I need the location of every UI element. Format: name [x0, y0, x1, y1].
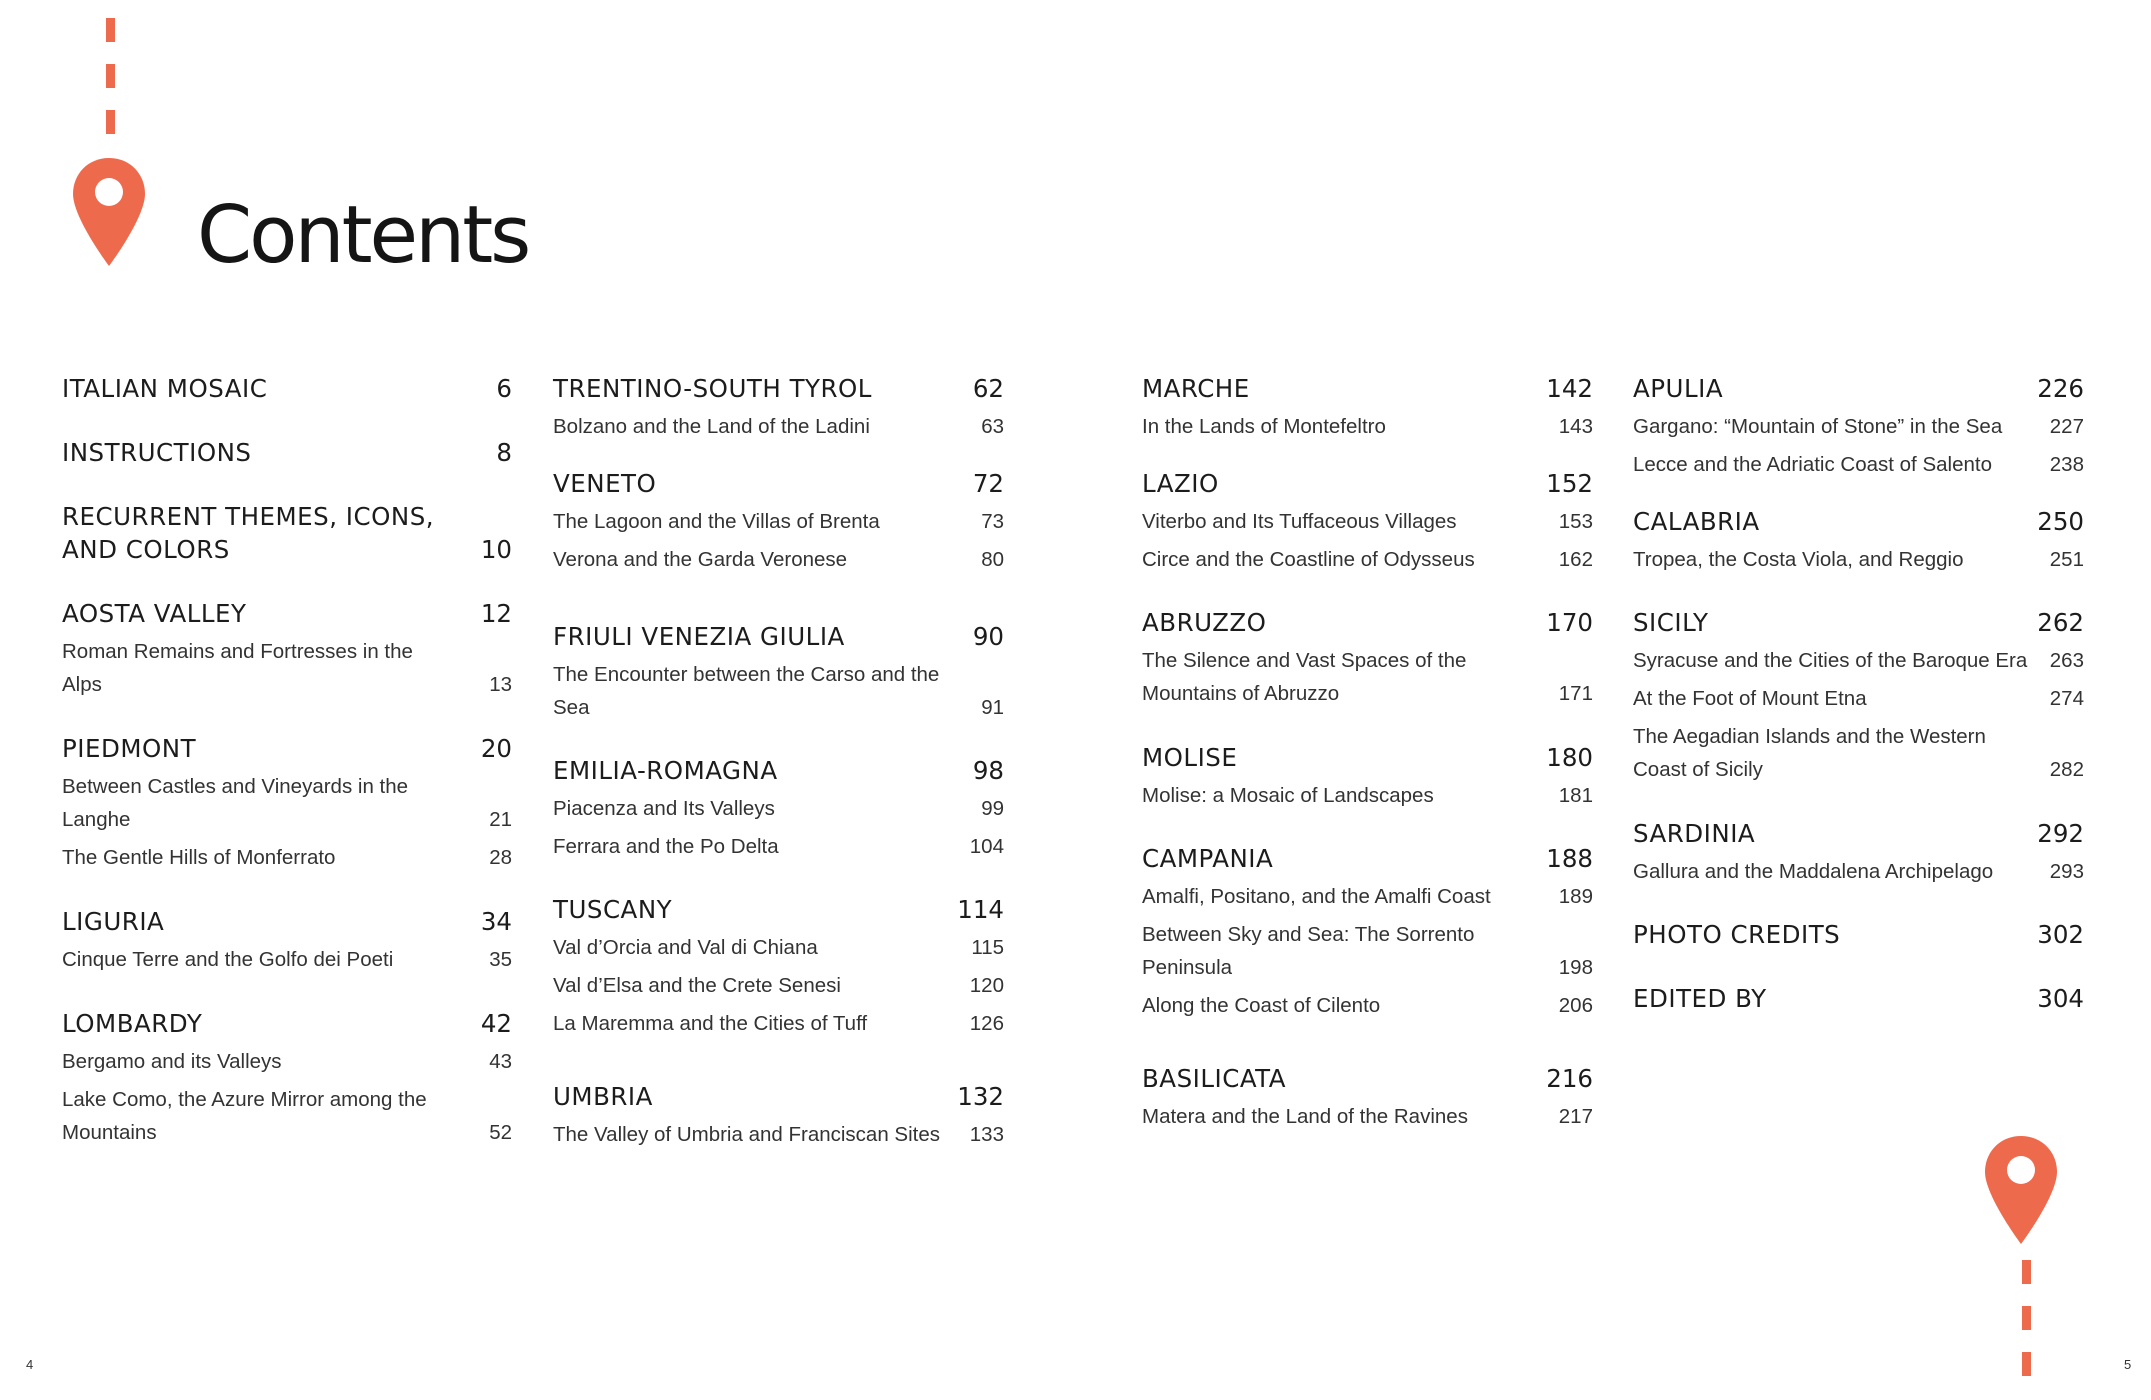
- section-page-number: 250: [2037, 507, 2084, 536]
- toc-section-heading[interactable]: [1633, 982, 2084, 1015]
- entry-title: Between Sky and Sea: The Sorrento Peninsula: [1142, 923, 1475, 979]
- toc-entry[interactable]: [62, 770, 512, 836]
- entry-title: Bolzano and the Land of the Ladini: [553, 415, 870, 438]
- entry-title: Molise: a Mosaic of Landscapes: [1142, 784, 1434, 807]
- toc-section: [1142, 372, 1593, 443]
- entry-title: At the Foot of Mount Etna: [1633, 687, 1867, 710]
- section-title: RECURRENT THEMES, ICONS, AND COLORS: [62, 502, 435, 564]
- toc-entry[interactable]: [1142, 644, 1593, 710]
- section-page-number: 34: [480, 907, 512, 936]
- entry-title: Along the Coast of Cilento: [1142, 994, 1381, 1017]
- entry-page-number: 115: [971, 936, 1004, 959]
- toc-section-heading[interactable]: [62, 1007, 512, 1040]
- toc-section-heading[interactable]: [62, 597, 512, 630]
- entry-title: Between Castles and Vineyards in the Langhe: [62, 775, 409, 831]
- toc-section: [1633, 918, 2084, 951]
- map-pin-icon: [1983, 1134, 2059, 1246]
- toc-entry[interactable]: [1142, 880, 1593, 913]
- entry-page-number: 99: [981, 797, 1004, 820]
- toc-column: [1142, 372, 1593, 1133]
- entry-title: Val d’Orcia and Val di Chiana: [553, 936, 818, 959]
- toc-entry[interactable]: [62, 943, 512, 976]
- toc-section: [1633, 817, 2084, 888]
- section-page-number: 12: [480, 599, 512, 628]
- section-page-number: 62: [972, 374, 1004, 403]
- entry-page-number: 198: [1558, 956, 1593, 979]
- entry-page-number: 13: [489, 673, 512, 696]
- toc-entry[interactable]: [553, 830, 1004, 863]
- section-page-number: 6: [496, 374, 512, 403]
- section-page-number: 292: [2037, 819, 2084, 848]
- entry-page-number: 251: [2049, 548, 2084, 571]
- toc-section-heading[interactable]: [62, 905, 512, 938]
- toc-entry[interactable]: [62, 635, 512, 701]
- toc-entry[interactable]: [1633, 855, 2084, 888]
- toc-section: [1142, 606, 1593, 710]
- section-page-number: 226: [2037, 374, 2084, 403]
- toc-entry[interactable]: [1142, 1100, 1593, 1133]
- toc-section: [62, 597, 512, 701]
- toc-section-heading[interactable]: [1633, 817, 2084, 850]
- entry-title: The Valley of Umbria and Franciscan Sites: [553, 1123, 941, 1146]
- toc-entry[interactable]: [1142, 779, 1593, 812]
- entry-page-number: 263: [2049, 649, 2084, 672]
- entry-page-number: 80: [981, 548, 1004, 571]
- toc-section-heading[interactable]: [1142, 372, 1593, 405]
- section-title: AOSTA VALLEY: [62, 599, 247, 628]
- section-title: EMILIA-ROMAGNA: [553, 756, 778, 785]
- toc-entry[interactable]: [553, 969, 1004, 1002]
- toc-section: [553, 467, 1004, 576]
- toc-section-heading[interactable]: [62, 372, 512, 405]
- section-title: UMBRIA: [553, 1082, 653, 1111]
- toc-section: [1142, 741, 1593, 812]
- section-title: TRENTINO-SOUTH TYROL: [553, 374, 872, 403]
- toc-entry[interactable]: [1633, 682, 2084, 715]
- entry-page-number: 63: [981, 415, 1004, 438]
- section-title: INSTRUCTIONS: [62, 438, 252, 467]
- toc-entry[interactable]: [1633, 720, 2084, 786]
- toc-section-heading[interactable]: [553, 467, 1004, 500]
- toc-section-heading[interactable]: [1633, 372, 2084, 405]
- entry-page-number: 43: [489, 1050, 512, 1073]
- dashed-route-icon: [106, 0, 115, 140]
- entry-page-number: 104: [969, 835, 1004, 858]
- section-title: CAMPANIA: [1142, 844, 1274, 873]
- toc-section: [62, 436, 512, 469]
- toc-section: [62, 905, 512, 976]
- toc-section: [553, 754, 1004, 863]
- entry-page-number: 162: [1558, 548, 1593, 571]
- entry-page-number: 238: [2049, 453, 2084, 476]
- toc-section: [553, 372, 1004, 443]
- section-page-number: 304: [2037, 984, 2084, 1013]
- section-page-number: 42: [480, 1009, 512, 1038]
- toc-entry[interactable]: [1142, 543, 1593, 576]
- toc-entry[interactable]: [553, 410, 1004, 443]
- toc-entry[interactable]: [1633, 644, 2084, 677]
- entry-page-number: 181: [1558, 784, 1593, 807]
- toc-section-heading[interactable]: [1142, 606, 1593, 639]
- entry-page-number: 274: [2049, 687, 2084, 710]
- toc-section-heading[interactable]: [1633, 918, 2084, 951]
- page-number-right: 5: [2124, 1357, 2132, 1372]
- section-title: LAZIO: [1142, 469, 1219, 498]
- entry-title: The Encounter between the Carso and the Sea: [553, 663, 940, 719]
- map-pin-icon: [71, 156, 147, 268]
- entry-title: Gallura and the Maddalena Archipelago: [1633, 860, 1994, 883]
- entry-page-number: 120: [969, 974, 1004, 997]
- section-title: TUSCANY: [553, 895, 673, 924]
- entry-title: Bergamo and its Valleys: [62, 1050, 282, 1073]
- entry-page-number: 52: [489, 1121, 512, 1144]
- toc-section: [1142, 842, 1593, 1022]
- entry-page-number: 91: [981, 696, 1004, 719]
- section-title: LIGURIA: [62, 907, 165, 936]
- section-page-number: 170: [1546, 608, 1593, 637]
- toc-section-heading[interactable]: [553, 372, 1004, 405]
- section-page-number: 142: [1546, 374, 1593, 403]
- toc-entry[interactable]: [1142, 989, 1593, 1022]
- toc-section: [1142, 467, 1593, 576]
- toc-section: [62, 500, 512, 566]
- toc-section-heading[interactable]: [1633, 606, 2084, 639]
- section-page-number: 10: [480, 535, 512, 564]
- entry-page-number: 282: [2049, 758, 2084, 781]
- toc-entry[interactable]: [1633, 543, 2084, 576]
- entry-title: Roman Remains and Fortresses in the Alps: [62, 640, 413, 696]
- toc-section-heading[interactable]: [62, 500, 512, 566]
- toc-section: [1633, 606, 2084, 786]
- toc-entry[interactable]: [1633, 410, 2084, 443]
- toc-section: [62, 732, 512, 874]
- toc-entry[interactable]: [1142, 410, 1593, 443]
- toc-section-heading[interactable]: [553, 1080, 1004, 1113]
- toc-entry[interactable]: [1142, 505, 1593, 538]
- entry-title: Matera and the Land of the Ravines: [1142, 1105, 1468, 1128]
- toc-section-heading[interactable]: [553, 893, 1004, 926]
- entry-title: Tropea, the Costa Viola, and Reggio: [1633, 548, 1964, 571]
- section-page-number: 8: [496, 438, 512, 467]
- toc-column: [553, 372, 1004, 1151]
- section-title: ITALIAN MOSAIC: [62, 374, 268, 403]
- toc-section: [1142, 1062, 1593, 1133]
- section-page-number: 90: [972, 622, 1004, 651]
- toc-section-heading[interactable]: [1633, 505, 2084, 538]
- toc-entry[interactable]: [553, 792, 1004, 825]
- entry-page-number: 28: [489, 846, 512, 869]
- section-title: EDITED BY: [1633, 984, 1767, 1013]
- section-title: SICILY: [1633, 608, 1709, 637]
- entry-page-number: 227: [2049, 415, 2084, 438]
- entry-title: The Gentle Hills of Monferrato: [62, 846, 336, 869]
- toc-section: [1633, 372, 2084, 481]
- section-title: CALABRIA: [1633, 507, 1760, 536]
- section-title: APULIA: [1633, 374, 1724, 403]
- toc-section: [1633, 982, 2084, 1015]
- toc-section: [553, 620, 1004, 724]
- toc-section: [553, 893, 1004, 1040]
- entry-title: Amalfi, Positano, and the Amalfi Coast: [1142, 885, 1491, 908]
- section-title: SARDINIA: [1633, 819, 1756, 848]
- section-page-number: 152: [1546, 469, 1593, 498]
- entry-title: Piacenza and Its Valleys: [553, 797, 775, 820]
- toc-entry[interactable]: [1142, 918, 1593, 984]
- toc-column: [1633, 372, 2084, 1015]
- entry-title: In the Lands of Montefeltro: [1142, 415, 1386, 438]
- toc-entry[interactable]: [553, 543, 1004, 576]
- toc-section: [1633, 505, 2084, 576]
- entry-title: Circe and the Coastline of Odysseus: [1142, 548, 1475, 571]
- section-title: PHOTO CREDITS: [1633, 920, 1841, 949]
- toc-column: [62, 372, 512, 1149]
- entry-page-number: 21: [489, 808, 512, 831]
- entry-title: La Maremma and the Cities of Tuff: [553, 1012, 868, 1035]
- section-title: ABRUZZO: [1142, 608, 1267, 637]
- page-title: Contents: [197, 189, 529, 281]
- section-page-number: 20: [480, 734, 512, 763]
- toc-entry[interactable]: [62, 1083, 512, 1149]
- entry-title: Lecce and the Adriatic Coast of Salento: [1633, 453, 1992, 476]
- entry-title: Viterbo and Its Tuffaceous Villages: [1142, 510, 1457, 533]
- entry-title: Verona and the Garda Veronese: [553, 548, 848, 571]
- toc-section-heading[interactable]: [553, 754, 1004, 787]
- section-page-number: 180: [1546, 743, 1593, 772]
- toc-section-heading[interactable]: [553, 620, 1004, 653]
- toc-section-heading[interactable]: [62, 436, 512, 469]
- toc-entry[interactable]: [62, 841, 512, 874]
- entry-page-number: 171: [1558, 682, 1593, 705]
- toc-section-heading[interactable]: [62, 732, 512, 765]
- entry-page-number: 217: [1558, 1105, 1593, 1128]
- entry-title: The Silence and Vast Spaces of the Mountains of Abruzzo: [1142, 649, 1467, 705]
- toc-entry[interactable]: [1633, 448, 2084, 481]
- entry-page-number: 206: [1558, 994, 1593, 1017]
- toc-entry[interactable]: [62, 1045, 512, 1078]
- entry-page-number: 189: [1558, 885, 1593, 908]
- section-title: BASILICATA: [1142, 1064, 1287, 1093]
- entry-page-number: 133: [969, 1123, 1004, 1146]
- section-title: FRIULI VENEZIA GIULIA: [553, 622, 845, 651]
- section-page-number: 188: [1546, 844, 1593, 873]
- toc-section-heading[interactable]: [1142, 741, 1593, 774]
- toc-entry[interactable]: [553, 931, 1004, 964]
- entry-title: Ferrara and the Po Delta: [553, 835, 779, 858]
- dashed-route-icon: [2022, 1260, 2031, 1400]
- section-page-number: 72: [972, 469, 1004, 498]
- section-page-number: 98: [972, 756, 1004, 785]
- entry-title: The Aegadian Islands and the Western Coast of Sicily: [1633, 725, 1986, 781]
- section-page-number: 302: [2037, 920, 2084, 949]
- entry-page-number: 293: [2049, 860, 2084, 883]
- toc-section-heading[interactable]: [1142, 1062, 1593, 1095]
- section-title: PIEDMONT: [62, 734, 197, 763]
- entry-title: Gargano: “Mountain of Stone” in the Sea: [1633, 415, 2003, 438]
- toc-entry[interactable]: [553, 1118, 1004, 1151]
- entry-title: Syracuse and the Cities of the Baroque Era: [1633, 649, 2028, 672]
- entry-page-number: 143: [1558, 415, 1593, 438]
- entry-page-number: 35: [489, 948, 512, 971]
- toc-section-heading[interactable]: [1142, 467, 1593, 500]
- toc-entry[interactable]: [553, 505, 1004, 538]
- toc-section: [62, 1007, 512, 1149]
- entry-page-number: 73: [981, 510, 1004, 533]
- toc-section: [62, 372, 512, 405]
- section-title: MOLISE: [1142, 743, 1238, 772]
- entry-page-number: 153: [1558, 510, 1593, 533]
- page-number-left: 4: [26, 1357, 34, 1372]
- toc-section: [553, 1080, 1004, 1151]
- toc-section-heading[interactable]: [1142, 842, 1593, 875]
- section-title: LOMBARDY: [62, 1009, 203, 1038]
- section-title: VENETO: [553, 469, 657, 498]
- section-page-number: 216: [1546, 1064, 1593, 1093]
- entry-page-number: 126: [969, 1012, 1004, 1035]
- section-title: MARCHE: [1142, 374, 1250, 403]
- section-page-number: 132: [957, 1082, 1004, 1111]
- section-page-number: 114: [957, 895, 1004, 924]
- entry-title: The Lagoon and the Villas of Brenta: [553, 510, 880, 533]
- entry-title: Cinque Terre and the Golfo dei Poeti: [62, 948, 394, 971]
- entry-title: Lake Como, the Azure Mirror among the Mountains: [62, 1088, 427, 1144]
- section-page-number: 262: [2037, 608, 2084, 637]
- toc-entry[interactable]: [553, 1007, 1004, 1040]
- toc-entry[interactable]: [553, 658, 1004, 724]
- entry-title: Val d’Elsa and the Crete Senesi: [553, 974, 841, 997]
